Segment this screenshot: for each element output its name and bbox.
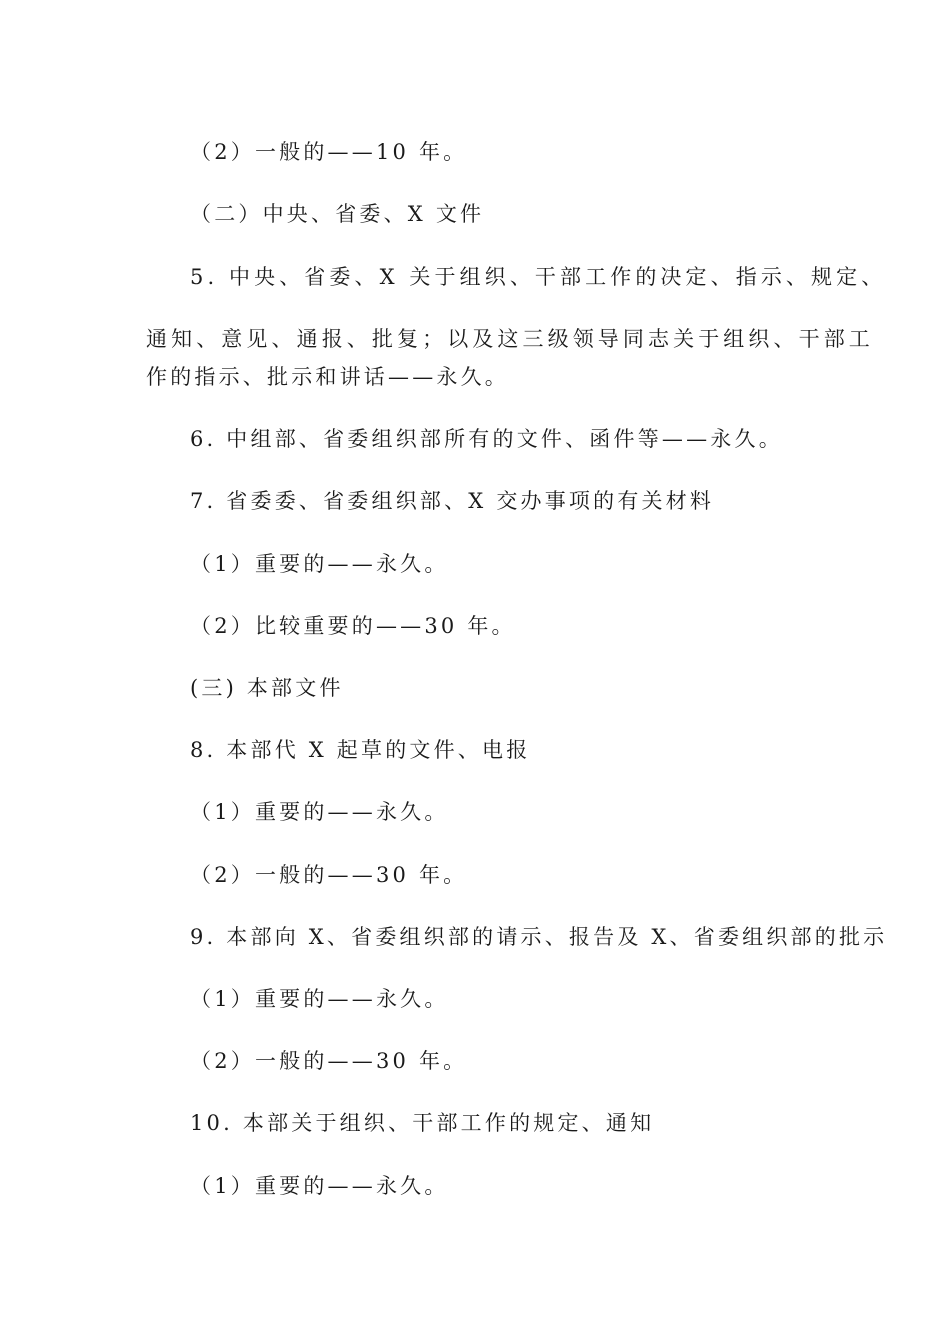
item-6: 6. 中组部、省委组织部所有的文件、函件等——永久。 xyxy=(190,427,783,451)
item-10: 10. 本部关于组织、干部工作的规定、通知 xyxy=(190,1111,655,1135)
item-9: 9. 本部向 X、省委组织部的请示、报告及 X、省委组织部的批示 xyxy=(190,925,888,949)
item-5-line-3: 作的指示、批示和讲话——永久。 xyxy=(146,365,509,389)
item-7-sub-1: （1）重要的——永久。 xyxy=(190,552,449,576)
section-heading-own-dept: (三) 本部文件 xyxy=(190,676,344,700)
section-heading-central: （二）中央、省委、X 文件 xyxy=(190,202,485,226)
item-8-sub-2: （2）一般的——30 年。 xyxy=(190,863,468,887)
item-7-sub-2: （2）比较重要的——30 年。 xyxy=(190,614,516,638)
item-5-line-1: 5. 中央、省委、X 关于组织、干部工作的决定、指示、规定、 xyxy=(190,265,887,289)
item-8: 8. 本部代 X 起草的文件、电报 xyxy=(190,738,531,762)
item-general-10-years: （2）一般的——10 年。 xyxy=(190,140,468,164)
item-8-sub-1: （1）重要的——永久。 xyxy=(190,800,449,824)
item-9-sub-2: （2）一般的——30 年。 xyxy=(190,1049,468,1073)
item-7: 7. 省委委、省委组织部、X 交办事项的有关材料 xyxy=(190,489,715,513)
item-9-sub-1: （1）重要的——永久。 xyxy=(190,987,449,1011)
item-5-line-2: 通知、意见、通报、批复；以及这三级领导同志关于组织、干部工 xyxy=(146,327,874,351)
item-10-sub-1: （1）重要的——永久。 xyxy=(190,1174,449,1198)
